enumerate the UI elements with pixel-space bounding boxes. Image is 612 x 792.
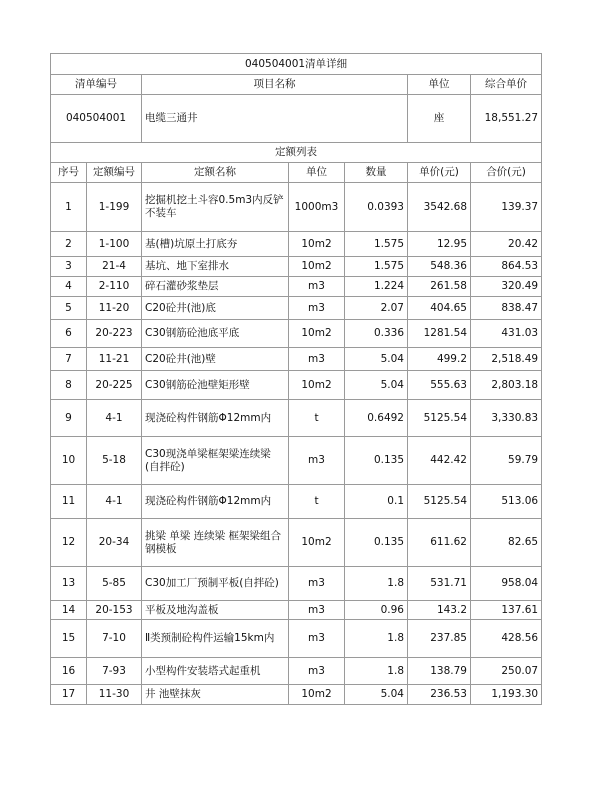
- row-unit: 10m2: [289, 371, 345, 400]
- row-price: 442.42: [408, 437, 471, 485]
- row-unit: 10m2: [289, 320, 345, 348]
- row-qty: 1.224: [345, 277, 408, 297]
- row-code: 4-1: [87, 400, 142, 437]
- row-qty: 1.8: [345, 620, 408, 658]
- table-row: [51, 320, 542, 348]
- row-code: 11-21: [87, 348, 142, 371]
- row-name: C30钢筋砼池底平底: [142, 320, 289, 348]
- list-header-row: [51, 75, 542, 95]
- row-code: 20-225: [87, 371, 142, 400]
- table-row: [51, 658, 542, 685]
- quota-title: 定额列表: [51, 143, 542, 163]
- row-seq: 10: [51, 437, 87, 485]
- row-total: 2,518.49: [471, 348, 542, 371]
- row-seq: 8: [51, 371, 87, 400]
- quota-code-header: 定额编号: [87, 163, 142, 183]
- row-unit: 10m2: [289, 519, 345, 567]
- row-price: 3542.68: [408, 183, 471, 232]
- row-qty: 0.336: [345, 320, 408, 348]
- row-seq: 14: [51, 601, 87, 620]
- row-seq: 1: [51, 183, 87, 232]
- row-code: 5-85: [87, 567, 142, 601]
- row-price: 5125.54: [408, 400, 471, 437]
- row-total: 82.65: [471, 519, 542, 567]
- table-row: [51, 685, 542, 705]
- row-price: 531.71: [408, 567, 471, 601]
- row-qty: 0.96: [345, 601, 408, 620]
- row-name: C30加工厂预制平板(自拌砼): [142, 567, 289, 601]
- row-name: C30现浇单梁框架梁连续梁(自拌砼): [142, 437, 289, 485]
- row-qty: 5.04: [345, 371, 408, 400]
- table-row: [51, 601, 542, 620]
- quota-unit-header: 单位: [289, 163, 345, 183]
- row-code: 2-110: [87, 277, 142, 297]
- row-unit: t: [289, 400, 345, 437]
- row-qty: 1.575: [345, 232, 408, 257]
- row-qty: 1.575: [345, 257, 408, 277]
- row-unit: 10m2: [289, 232, 345, 257]
- table-row: [51, 519, 542, 567]
- row-seq: 9: [51, 400, 87, 437]
- row-price: 236.53: [408, 685, 471, 705]
- row-total: 137.61: [471, 601, 542, 620]
- row-price: 555.63: [408, 371, 471, 400]
- row-unit: m3: [289, 658, 345, 685]
- row-total: 1,193.30: [471, 685, 542, 705]
- row-unit: 1000m3: [289, 183, 345, 232]
- row-seq: 13: [51, 567, 87, 601]
- list-item-unit: 座: [408, 95, 471, 143]
- row-name: 基(槽)坑原土打底夯: [142, 232, 289, 257]
- row-name: C30钢筋砼池壁矩形壁: [142, 371, 289, 400]
- row-unit: m3: [289, 567, 345, 601]
- list-name-header: 项目名称: [142, 75, 408, 95]
- row-name: 挑梁 单梁 连续梁 框架梁组合钢模板: [142, 519, 289, 567]
- row-qty: 0.135: [345, 519, 408, 567]
- row-name: 井 池壁抹灰: [142, 685, 289, 705]
- table-row: [51, 232, 542, 257]
- row-price: 12.95: [408, 232, 471, 257]
- row-name: 平板及地沟盖板: [142, 601, 289, 620]
- row-seq: 4: [51, 277, 87, 297]
- list-item-code: 040504001: [51, 95, 142, 143]
- quota-total-header: 合价(元): [471, 163, 542, 183]
- quota-seq-header: 序号: [51, 163, 87, 183]
- row-name: 碎石灌砂浆垫层: [142, 277, 289, 297]
- row-code: 4-1: [87, 485, 142, 519]
- row-total: 428.56: [471, 620, 542, 658]
- row-price: 143.2: [408, 601, 471, 620]
- row-seq: 2: [51, 232, 87, 257]
- row-total: 20.42: [471, 232, 542, 257]
- row-code: 1-100: [87, 232, 142, 257]
- list-price-header: 综合单价: [471, 75, 542, 95]
- list-code-header: 清单编号: [51, 75, 142, 95]
- row-total: 3,330.83: [471, 400, 542, 437]
- row-price: 611.62: [408, 519, 471, 567]
- row-code: 20-223: [87, 320, 142, 348]
- row-price: 548.36: [408, 257, 471, 277]
- table-title: 040504001清单详细: [51, 54, 542, 75]
- row-code: 11-20: [87, 297, 142, 320]
- row-price: 499.2: [408, 348, 471, 371]
- list-item-row: [51, 95, 542, 143]
- row-qty: 0.6492: [345, 400, 408, 437]
- row-name: 小型构件安装塔式起重机: [142, 658, 289, 685]
- row-name: C20砼井(池)底: [142, 297, 289, 320]
- table-row: [51, 371, 542, 400]
- row-qty: 0.135: [345, 437, 408, 485]
- table-row: [51, 348, 542, 371]
- quota-price-header: 单价(元): [408, 163, 471, 183]
- row-seq: 17: [51, 685, 87, 705]
- row-qty: 2.07: [345, 297, 408, 320]
- row-total: 2,803.18: [471, 371, 542, 400]
- row-seq: 7: [51, 348, 87, 371]
- row-total: 513.06: [471, 485, 542, 519]
- row-total: 139.37: [471, 183, 542, 232]
- row-seq: 16: [51, 658, 87, 685]
- row-price: 261.58: [408, 277, 471, 297]
- row-unit: m3: [289, 297, 345, 320]
- row-price: 1281.54: [408, 320, 471, 348]
- row-total: 838.47: [471, 297, 542, 320]
- row-price: 5125.54: [408, 485, 471, 519]
- list-item-price: 18,551.27: [471, 95, 542, 143]
- row-unit: t: [289, 485, 345, 519]
- table-row: [51, 277, 542, 297]
- row-total: 864.53: [471, 257, 542, 277]
- row-seq: 6: [51, 320, 87, 348]
- row-total: 250.07: [471, 658, 542, 685]
- row-unit: 10m2: [289, 257, 345, 277]
- list-unit-header: 单位: [408, 75, 471, 95]
- row-code: 21-4: [87, 257, 142, 277]
- table-row: [51, 620, 542, 658]
- row-name: 现浇砼构件钢筋Φ12mm内: [142, 400, 289, 437]
- row-total: 958.04: [471, 567, 542, 601]
- row-seq: 3: [51, 257, 87, 277]
- row-price: 237.85: [408, 620, 471, 658]
- row-code: 1-199: [87, 183, 142, 232]
- row-qty: 1.8: [345, 658, 408, 685]
- row-name: 现浇砼构件钢筋Φ12mm内: [142, 485, 289, 519]
- row-seq: 12: [51, 519, 87, 567]
- table-row: [51, 257, 542, 277]
- row-code: 7-10: [87, 620, 142, 658]
- row-unit: m3: [289, 437, 345, 485]
- title-row: [51, 54, 542, 75]
- row-unit: m3: [289, 620, 345, 658]
- row-qty: 1.8: [345, 567, 408, 601]
- row-code: 7-93: [87, 658, 142, 685]
- table-row: [51, 437, 542, 485]
- row-name: Ⅱ类预制砼构件运输15km内: [142, 620, 289, 658]
- row-qty: 5.04: [345, 348, 408, 371]
- row-total: 59.79: [471, 437, 542, 485]
- row-seq: 5: [51, 297, 87, 320]
- row-unit: m3: [289, 277, 345, 297]
- row-code: 20-34: [87, 519, 142, 567]
- quota-header-row: [51, 163, 542, 183]
- table-row: [51, 297, 542, 320]
- row-unit: m3: [289, 348, 345, 371]
- row-name: 挖掘机挖土斗容0.5m3内反铲不装车: [142, 183, 289, 232]
- quota-title-row: [51, 143, 542, 163]
- row-total: 320.49: [471, 277, 542, 297]
- row-total: 431.03: [471, 320, 542, 348]
- table-row: [51, 567, 542, 601]
- row-seq: 15: [51, 620, 87, 658]
- row-price: 404.65: [408, 297, 471, 320]
- quota-name-header: 定额名称: [142, 163, 289, 183]
- row-code: 5-18: [87, 437, 142, 485]
- table-row: [51, 183, 542, 232]
- row-code: 20-153: [87, 601, 142, 620]
- row-seq: 11: [51, 485, 87, 519]
- row-qty: 0.1: [345, 485, 408, 519]
- row-name: 基坑、地下室排水: [142, 257, 289, 277]
- quota-qty-header: 数量: [345, 163, 408, 183]
- row-code: 11-30: [87, 685, 142, 705]
- row-unit: m3: [289, 601, 345, 620]
- row-qty: 0.0393: [345, 183, 408, 232]
- row-unit: 10m2: [289, 685, 345, 705]
- row-name: C20砼井(池)壁: [142, 348, 289, 371]
- table-row: [51, 400, 542, 437]
- row-price: 138.79: [408, 658, 471, 685]
- table-row: [51, 485, 542, 519]
- bill-detail-table: [50, 53, 542, 705]
- list-item-name: 电缆三通井: [142, 95, 408, 143]
- row-qty: 5.04: [345, 685, 408, 705]
